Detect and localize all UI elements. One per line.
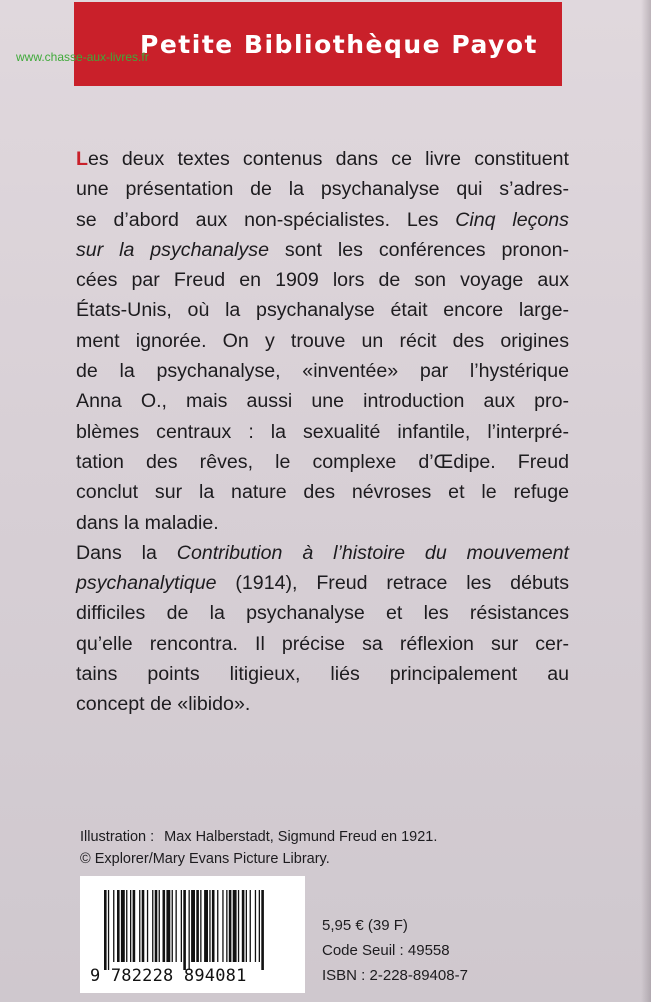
blurb-line xyxy=(76,235,569,265)
blurb-line xyxy=(76,326,569,356)
barcode-bar xyxy=(159,890,160,962)
barcode-bar xyxy=(117,890,120,962)
barcode-bar xyxy=(242,890,245,962)
blurb-text: Anna O., mais aussi une introduction aux pro- xyxy=(76,390,569,413)
blurb-line xyxy=(76,538,569,568)
barcode-bar xyxy=(139,890,140,962)
barcode-bar xyxy=(233,890,237,962)
isbn-text: ISBN : 2-228-89408-7 xyxy=(322,967,468,984)
barcode-bar xyxy=(261,890,264,970)
blurb-text: se d’abord aux non-spécialistes. Les xyxy=(76,208,456,231)
barcode-bar xyxy=(222,890,223,962)
blurb-line xyxy=(76,265,569,295)
barcode-bar xyxy=(147,890,148,962)
cover-edge-shadow xyxy=(641,0,651,1002)
blurb-line xyxy=(76,568,569,598)
barcode-bar xyxy=(181,890,182,962)
credit-artist: Max Halberstadt, Sigmund Freud en 1921. xyxy=(164,829,438,845)
barcode-bar xyxy=(113,890,114,962)
barcode-bar xyxy=(104,890,107,970)
blurb-line xyxy=(76,659,569,689)
barcode-bar xyxy=(212,890,215,962)
blurb-text: tation des rêves, le complexe d’Œdipe. Freud xyxy=(76,450,569,473)
blurb-text: dans la maladie. xyxy=(76,511,219,534)
barcode-bar xyxy=(155,890,158,962)
barcode xyxy=(80,876,305,993)
barcode-bar xyxy=(166,890,170,962)
watermark-text: www.chasse-aux-livres.fr xyxy=(16,50,149,64)
barcode-bar xyxy=(229,890,232,962)
blurb-paragraph-1 xyxy=(76,144,569,538)
blurb-text: difficiles de la psychanalyse et les résistances xyxy=(76,602,569,625)
barcode-bar xyxy=(226,890,227,962)
barcode-bar xyxy=(191,890,195,962)
blurb-line xyxy=(76,386,569,416)
blurb-text: cées par Freud en 1909 lors de son voyage aux xyxy=(76,269,569,292)
code-seuil-text: Code Seuil : 49558 xyxy=(322,942,450,959)
blurb-text: Dans la xyxy=(76,541,177,564)
blurb-line xyxy=(76,598,569,628)
barcode-bar xyxy=(246,890,247,962)
blurb-text: es deux textes contenus dans ce livre constituent xyxy=(87,148,569,170)
barcode-bar xyxy=(217,890,218,962)
barcode-bar xyxy=(121,890,125,962)
credit-line-2 xyxy=(80,848,437,870)
publisher-banner xyxy=(74,2,562,86)
blurb-text: qu’elle rencontra. Il précise sa réflexion sur cer- xyxy=(76,632,569,655)
barcode-bar xyxy=(200,890,201,962)
blurb-text: une présentation de la psychanalyse qui s’adres- xyxy=(76,178,569,201)
blurb-text: (1914), Freud retrace les débuts xyxy=(216,572,569,595)
blurb-paragraph-2 xyxy=(76,538,569,720)
italic-title: sur la psychanalyse xyxy=(76,238,270,261)
blurb-line xyxy=(76,447,569,477)
barcode-bar xyxy=(172,890,173,962)
barcode-bar xyxy=(133,890,136,962)
barcode-bar xyxy=(142,890,145,962)
blurb-text: États-Unis, où la psychanalyse était encore large- xyxy=(76,299,569,322)
book-blurb xyxy=(76,144,569,720)
barcode-bar xyxy=(130,890,131,962)
italic-title: Contribution à l’histoire du mouvement xyxy=(176,541,569,564)
credit-line-1 xyxy=(80,826,437,848)
blurb-line xyxy=(76,477,569,507)
price-info xyxy=(322,913,468,988)
blurb-line xyxy=(76,629,569,659)
drop-cap: L xyxy=(76,148,88,170)
blurb-text: de la psychanalyse, «inventée» par l’hystérique xyxy=(76,360,569,383)
barcode-bar xyxy=(196,890,199,962)
barcode-bar xyxy=(255,890,256,962)
price-text: 5,95 € (39 F) xyxy=(322,917,408,934)
blurb-line xyxy=(76,417,569,447)
barcode-bar xyxy=(238,890,239,962)
barcode-digits: 9 782228 894081 xyxy=(90,966,247,986)
italic-title: Cinq leçons xyxy=(455,208,569,231)
blurb-text: sont les conférences pronon- xyxy=(269,238,570,261)
illustration-credits xyxy=(80,826,437,870)
credit-label: Illustration : xyxy=(80,829,155,845)
blurb-text: tains points litigieux, liés principalement au xyxy=(76,663,569,686)
blurb-line xyxy=(76,144,569,174)
blurb-text: blèmes centraux : la sexualité infantile, l’interpré- xyxy=(76,420,569,443)
blurb-line xyxy=(76,295,569,325)
blurb-line xyxy=(76,174,569,204)
series-title: Petite Bibliothèque Payot xyxy=(140,29,538,59)
blurb-text: conclut sur la nature des névroses et le refuge xyxy=(76,481,569,504)
barcode-bar xyxy=(126,890,127,962)
barcode-bar xyxy=(163,890,166,962)
barcode-bar xyxy=(209,890,210,962)
blurb-line xyxy=(76,689,569,719)
blurb-line xyxy=(76,205,569,235)
blurb-line xyxy=(76,356,569,386)
blurb-text: concept de «libido». xyxy=(76,693,251,716)
barcode-bar xyxy=(204,890,208,962)
barcode-bar xyxy=(183,890,186,970)
blurb-line xyxy=(76,508,569,538)
barcode-bar xyxy=(152,890,153,962)
blurb-text: ment ignorée. On y trouve un récit des origines xyxy=(76,329,569,352)
barcode-bar xyxy=(250,890,251,962)
barcode-bar xyxy=(259,890,260,962)
barcode-bar xyxy=(176,890,177,962)
barcode-bar xyxy=(189,890,190,970)
italic-title: psychanalytique xyxy=(76,572,217,595)
barcode-bar xyxy=(108,890,109,970)
credit-copyright: © Explorer/Mary Evans Picture Library. xyxy=(80,851,330,867)
